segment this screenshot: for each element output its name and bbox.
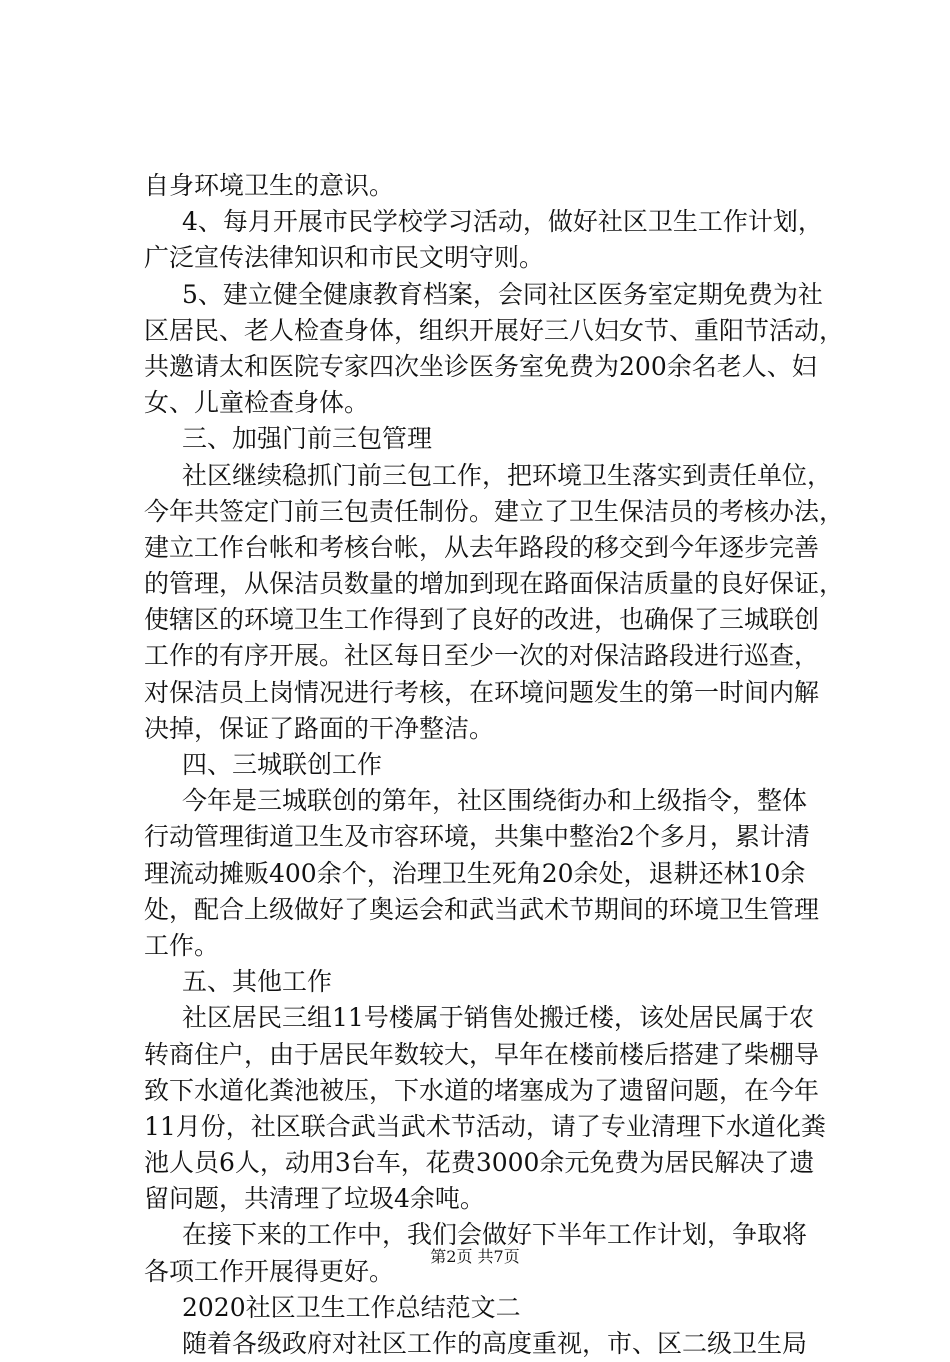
text-line: 理流动摊贩400余个，治理卫生死角20余处，退耕还林10余: [144, 858, 806, 888]
text-line: 各项工作开展得更好。: [144, 1256, 395, 1286]
text-line: 四、三城联创工作: [182, 750, 383, 779]
text-line: 使辖区的环境卫生工作得到了良好的改进，也确保了三城联创: [144, 605, 820, 635]
text-line: 自身环境卫生的意识。: [144, 171, 395, 200]
text-line: 女、儿童检查身体。: [144, 388, 370, 418]
text-line: 在接下来的工作中，我们会做好下半年工作计划，争取将: [182, 1220, 808, 1250]
text-line: 三、加强门前三包管理: [182, 424, 433, 454]
text-line: 今年共签定门前三包责任制份。建立了卫生保洁员的考核办法，: [144, 496, 845, 526]
text-line: 的管理，从保洁员数量的增加到现在路面保洁质量的良好保证，: [144, 569, 845, 599]
text-line: 5、建立健全健康教育档案，会同社区医务室定期免费为社: [182, 279, 823, 309]
text-line: 工作的有序开展。社区每日至少一次的对保洁路段进行巡查，: [144, 641, 820, 671]
text-line: 决掉，保证了路面的干净整洁。: [144, 713, 495, 743]
text-line: 行动管理街道卫生及市容环境，共集中整治2个多月，累计清: [144, 822, 810, 852]
text-line: 致下水道化粪池被压，下水道的堵塞成为了遗留问题，在今年: [144, 1075, 820, 1105]
text-line: 处，配合上级做好了奥运会和武当武术节期间的环境卫生管理: [144, 894, 820, 924]
text-line: 池人员6人，动用3台车，花费3000余元免费为居民解决了遗: [144, 1148, 815, 1178]
text-line: 共邀请太和医院专家四次坐诊医务室免费为200余名老人、妇: [144, 351, 817, 381]
text-line: 区居民、老人检查身体，组织开展好三八妇女节、重阳节活动，: [144, 315, 845, 345]
text-line: 广泛宣传法律知识和市民文明守则。: [144, 243, 545, 273]
text-line: 留问题，共清理了垃圾4余吨。: [144, 1184, 485, 1214]
text-line: 转商住户，由于居民年数较大，早年在楼前楼后搭建了柴棚导: [144, 1039, 820, 1069]
text-line: 建立工作台帐和考核台帐，从去年路段的移交到今年逐步完善: [144, 532, 820, 562]
page-footer: 第2页 共7页: [430, 1247, 520, 1266]
text-line: 五、其他工作: [182, 967, 333, 997]
text-line: 随着各级政府对社区工作的高度重视，市、区二级卫生局: [182, 1329, 808, 1358]
text-line: 11月份，社区联合武当武术节活动，请了专业清理下水道化粪: [144, 1111, 826, 1141]
text-line: 社区居民三组11号楼属于销售处搬迁楼，该处居民属于农: [182, 1003, 814, 1033]
text-line: 社区继续稳抓门前三包工作，把环境卫生落实到责任单位，: [182, 460, 833, 490]
document-body: [144, 168, 844, 1362]
text-line: 对保洁员上岗情况进行考核，在环境问题发生的第一时间内解: [144, 677, 820, 707]
text-line: 2020社区卫生工作总结范文二: [182, 1292, 521, 1322]
text-line: 4、每月开展市民学校学习活动，做好社区卫生工作计划，: [182, 207, 823, 237]
text-line: 今年是三城联创的第年，社区围绕街办和上级指令，整体: [182, 786, 808, 816]
text-line: 工作。: [144, 930, 220, 960]
